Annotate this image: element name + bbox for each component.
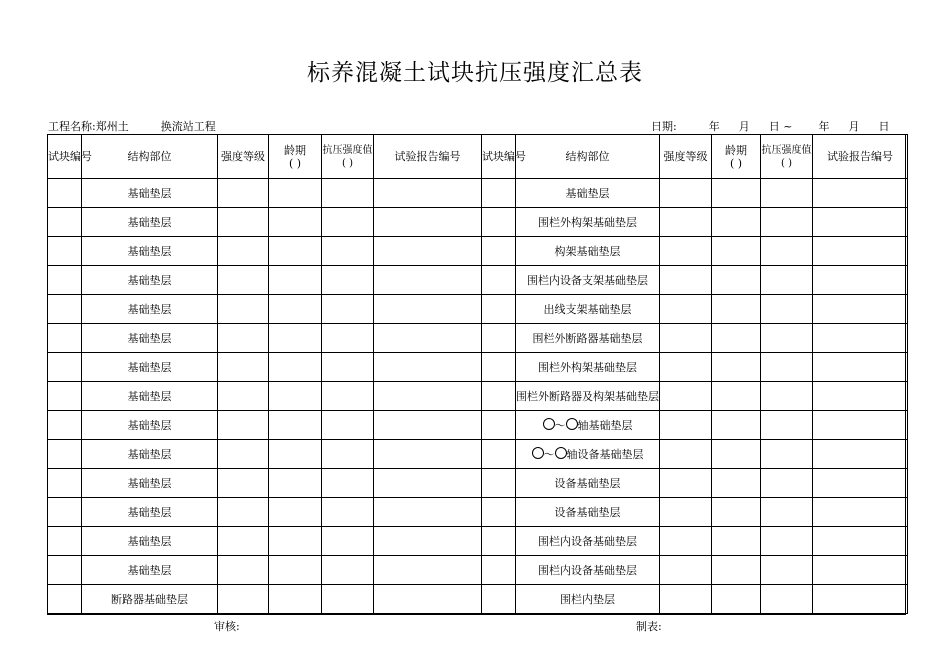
strength-cell	[322, 498, 374, 527]
age-cell-2	[712, 469, 761, 498]
grade-cell	[218, 295, 269, 324]
structure-cell: 基础垫层	[82, 208, 218, 237]
structure-cell-2: 围栏内设备基础垫层	[516, 527, 660, 556]
strength-cell-2	[761, 556, 813, 585]
sample-no-cell	[48, 527, 82, 556]
report-no-cell	[374, 237, 482, 266]
sample-no-cell	[48, 353, 82, 382]
structure-cell: 基础垫层	[82, 498, 218, 527]
grade-cell	[218, 527, 269, 556]
sample-no-cell-2	[482, 324, 516, 353]
project-name-part2: 换流站工程	[160, 120, 216, 133]
structure-cell-2: 围栏内垫层	[516, 585, 660, 614]
age-cell-2	[712, 324, 761, 353]
structure-cell: 断路器基础垫层	[82, 585, 218, 614]
strength-cell	[322, 411, 374, 440]
grade-cell-2	[660, 585, 712, 614]
structure-cell: 基础垫层	[82, 382, 218, 411]
grade-cell-2	[660, 179, 712, 208]
strength-cell	[322, 353, 374, 382]
grade-cell-2	[660, 266, 712, 295]
sample-no-cell	[48, 382, 82, 411]
sample-no-cell-2	[482, 556, 516, 585]
prepared-label: 制表:	[636, 620, 662, 633]
structure-cell-2: 围栏外构架基础垫层	[516, 353, 660, 382]
grade-cell-2	[660, 324, 712, 353]
grade-cell-2	[660, 411, 712, 440]
report-no-cell-2	[813, 353, 908, 382]
grade-cell	[218, 266, 269, 295]
structure-cell-2: 基础垫层	[516, 179, 660, 208]
structure-cell: 基础垫层	[82, 266, 218, 295]
structure-cell: 基础垫层	[82, 295, 218, 324]
header-age-2: 龄期 ( )	[712, 135, 761, 179]
grade-cell-2	[660, 527, 712, 556]
structure-cell: 基础垫层	[82, 179, 218, 208]
strength-cell-2	[761, 295, 813, 324]
grade-cell	[218, 469, 269, 498]
age-cell-2	[712, 411, 761, 440]
strength-cell	[322, 440, 374, 469]
grade-cell	[218, 585, 269, 614]
report-no-cell	[374, 556, 482, 585]
structure-cell-2: ～ 轴基础垫层	[516, 411, 660, 440]
age-cell-2	[712, 556, 761, 585]
sample-no-cell-2	[482, 266, 516, 295]
strength-cell	[322, 208, 374, 237]
age-cell	[269, 498, 322, 527]
table-row	[48, 266, 908, 295]
report-no-cell	[374, 266, 482, 295]
strength-cell-2	[761, 179, 813, 208]
grade-cell	[218, 440, 269, 469]
structure-cell-2: 出线支架基础垫层	[516, 295, 660, 324]
axis-circle-icon	[566, 418, 578, 430]
report-no-cell-2	[813, 324, 908, 353]
structure-cell: 基础垫层	[82, 469, 218, 498]
grade-cell	[218, 208, 269, 237]
strength-cell-2	[761, 527, 813, 556]
structure-cell-2: 围栏内设备支架基础垫层	[516, 266, 660, 295]
age-cell	[269, 237, 322, 266]
age-cell-2	[712, 527, 761, 556]
sample-no-cell-2	[482, 527, 516, 556]
strength-cell	[322, 527, 374, 556]
grade-cell	[218, 353, 269, 382]
grade-cell-2	[660, 237, 712, 266]
sample-no-cell	[48, 498, 82, 527]
structure-cell: 基础垫层	[82, 527, 218, 556]
sample-no-cell-2	[482, 179, 516, 208]
report-no-cell	[374, 527, 482, 556]
report-no-cell-2	[813, 237, 908, 266]
date-month-start: 月	[738, 120, 750, 133]
report-no-cell-2	[813, 208, 908, 237]
structure-cell-2: 构架基础垫层	[516, 237, 660, 266]
grade-cell-2	[660, 469, 712, 498]
table-header-row	[48, 135, 908, 179]
header-grade: 强度等级	[218, 135, 269, 179]
table-row	[48, 208, 908, 237]
age-cell-2	[712, 266, 761, 295]
age-cell	[269, 411, 322, 440]
report-no-cell-2	[813, 382, 908, 411]
table-row	[48, 237, 908, 266]
structure-cell-2: 围栏内设备基础垫层	[516, 556, 660, 585]
strength-cell	[322, 556, 374, 585]
structure-cell: 基础垫层	[82, 411, 218, 440]
date-day-end: 日	[878, 120, 890, 133]
sample-no-cell-2	[482, 440, 516, 469]
header-age: 龄期 ( )	[269, 135, 322, 179]
report-no-cell	[374, 498, 482, 527]
sample-no-cell	[48, 585, 82, 614]
table-row	[48, 585, 908, 614]
structure-cell: 基础垫层	[82, 237, 218, 266]
grade-cell	[218, 556, 269, 585]
sample-no-cell	[48, 179, 82, 208]
header-grade-2: 强度等级	[660, 135, 712, 179]
structure-cell-2: 围栏外断路器及构架基础垫层	[516, 382, 660, 411]
table-row	[48, 498, 908, 527]
sample-no-cell-2	[482, 208, 516, 237]
table-row	[48, 411, 908, 440]
sample-no-cell-2	[482, 469, 516, 498]
strength-cell-2	[761, 208, 813, 237]
report-no-cell-2	[813, 179, 908, 208]
axis-circle-icon	[532, 447, 544, 459]
structure-cell-2: 设备基础垫层	[516, 498, 660, 527]
report-no-cell	[374, 585, 482, 614]
sample-no-cell	[48, 556, 82, 585]
strength-cell	[322, 266, 374, 295]
age-cell-2	[712, 353, 761, 382]
strength-cell-2	[761, 585, 813, 614]
age-cell-2	[712, 179, 761, 208]
strength-cell-2	[761, 324, 813, 353]
age-cell-2	[712, 440, 761, 469]
structure-cell-2: 围栏外构架基础垫层	[516, 208, 660, 237]
strength-cell-2	[761, 411, 813, 440]
age-cell-2	[712, 382, 761, 411]
report-no-cell-2	[813, 440, 908, 469]
age-cell	[269, 353, 322, 382]
sample-no-cell-2	[482, 382, 516, 411]
strength-cell-2	[761, 353, 813, 382]
grade-cell-2	[660, 295, 712, 324]
sample-no-cell-2	[482, 237, 516, 266]
project-label: 工程名称:	[48, 120, 96, 133]
strength-cell-2	[761, 440, 813, 469]
strength-cell	[322, 295, 374, 324]
structure-cell: 基础垫层	[82, 440, 218, 469]
project-name-row	[48, 118, 216, 134]
sample-no-cell	[48, 440, 82, 469]
axis-circle-icon	[555, 447, 567, 459]
report-no-cell-2	[813, 498, 908, 527]
sample-no-cell	[48, 266, 82, 295]
grade-cell-2	[660, 353, 712, 382]
table-row	[48, 179, 908, 208]
table-row	[48, 527, 908, 556]
age-cell	[269, 469, 322, 498]
table-row	[48, 295, 908, 324]
age-cell	[269, 208, 322, 237]
strength-cell	[322, 382, 374, 411]
grade-cell	[218, 324, 269, 353]
sample-no-cell	[48, 208, 82, 237]
table-row	[48, 353, 908, 382]
grade-cell	[218, 179, 269, 208]
grade-cell	[218, 382, 269, 411]
report-no-cell-2	[813, 527, 908, 556]
strength-cell-2	[761, 237, 813, 266]
age-cell	[269, 440, 322, 469]
grade-cell	[218, 237, 269, 266]
age-cell	[269, 266, 322, 295]
header-structure-2: 结构部位	[516, 135, 660, 179]
page-title: 标养混凝土试块抗压强度汇总表	[307, 60, 643, 86]
date-label: 日期:	[651, 120, 677, 133]
report-no-cell	[374, 208, 482, 237]
strength-cell-2	[761, 469, 813, 498]
header-strength-2: 抗压强度值 ( )	[761, 135, 813, 179]
table-row	[48, 556, 908, 585]
structure-cell-2: ～ 轴设备基础垫层	[516, 440, 660, 469]
grade-cell-2	[660, 208, 712, 237]
grade-cell-2	[660, 382, 712, 411]
report-no-cell	[374, 411, 482, 440]
sample-no-cell-2	[482, 498, 516, 527]
sample-no-cell-2	[482, 585, 516, 614]
table-row	[48, 324, 908, 353]
report-no-cell	[374, 179, 482, 208]
sample-no-cell	[48, 295, 82, 324]
strength-cell	[322, 585, 374, 614]
age-cell-2	[712, 208, 761, 237]
sample-no-cell	[48, 237, 82, 266]
grade-cell	[218, 498, 269, 527]
report-no-cell	[374, 295, 482, 324]
strength-cell-2	[761, 382, 813, 411]
structure-cell-2: 围栏外断路器基础垫层	[516, 324, 660, 353]
report-no-cell-2	[813, 266, 908, 295]
structure-cell: 基础垫层	[82, 556, 218, 585]
sample-no-cell	[48, 469, 82, 498]
header-strength: 抗压强度值 ( )	[322, 135, 374, 179]
strength-cell-2	[761, 498, 813, 527]
date-row	[651, 118, 889, 134]
report-no-cell	[374, 440, 482, 469]
report-no-cell-2	[813, 469, 908, 498]
age-cell-2	[712, 237, 761, 266]
structure-cell: 基础垫层	[82, 324, 218, 353]
age-cell-2	[712, 295, 761, 324]
summary-table	[47, 134, 908, 614]
report-no-cell	[374, 469, 482, 498]
header-sample-no: 试块编号	[48, 135, 82, 179]
report-no-cell-2	[813, 411, 908, 440]
sample-no-cell-2	[482, 353, 516, 382]
project-name-part1: 郑州土	[95, 120, 129, 133]
grade-cell	[218, 411, 269, 440]
sample-no-cell	[48, 411, 82, 440]
report-no-cell-2	[813, 585, 908, 614]
report-no-cell-2	[813, 556, 908, 585]
header-sample-no-2: 试块编号	[482, 135, 516, 179]
sample-no-cell-2	[482, 295, 516, 324]
age-cell	[269, 179, 322, 208]
review-label: 审核:	[214, 620, 240, 633]
age-cell	[269, 585, 322, 614]
age-cell	[269, 527, 322, 556]
sample-no-cell	[48, 324, 82, 353]
report-no-cell	[374, 382, 482, 411]
date-month-end: 月	[848, 120, 860, 133]
header-report-no: 试验报告编号	[374, 135, 482, 179]
date-year-end: 年	[818, 120, 830, 133]
grade-cell-2	[660, 498, 712, 527]
strength-cell-2	[761, 266, 813, 295]
age-cell	[269, 556, 322, 585]
strength-cell	[322, 324, 374, 353]
header-structure: 结构部位	[82, 135, 218, 179]
age-cell	[269, 382, 322, 411]
age-cell	[269, 324, 322, 353]
axis-circle-icon	[543, 418, 555, 430]
table-row	[48, 382, 908, 411]
structure-cell-2: 设备基础垫层	[516, 469, 660, 498]
strength-cell	[322, 237, 374, 266]
structure-cell: 基础垫层	[82, 353, 218, 382]
grade-cell-2	[660, 556, 712, 585]
report-no-cell	[374, 353, 482, 382]
age-cell-2	[712, 498, 761, 527]
age-cell-2	[712, 585, 761, 614]
report-no-cell-2	[813, 295, 908, 324]
table-row	[48, 440, 908, 469]
header-report-no-2: 试验报告编号	[813, 135, 908, 179]
date-day-start: 日 ~	[768, 120, 793, 133]
report-no-cell	[374, 324, 482, 353]
strength-cell	[322, 469, 374, 498]
table-row	[48, 469, 908, 498]
date-year-start: 年	[708, 120, 720, 133]
sample-no-cell-2	[482, 411, 516, 440]
age-cell	[269, 295, 322, 324]
grade-cell-2	[660, 440, 712, 469]
strength-cell	[322, 179, 374, 208]
